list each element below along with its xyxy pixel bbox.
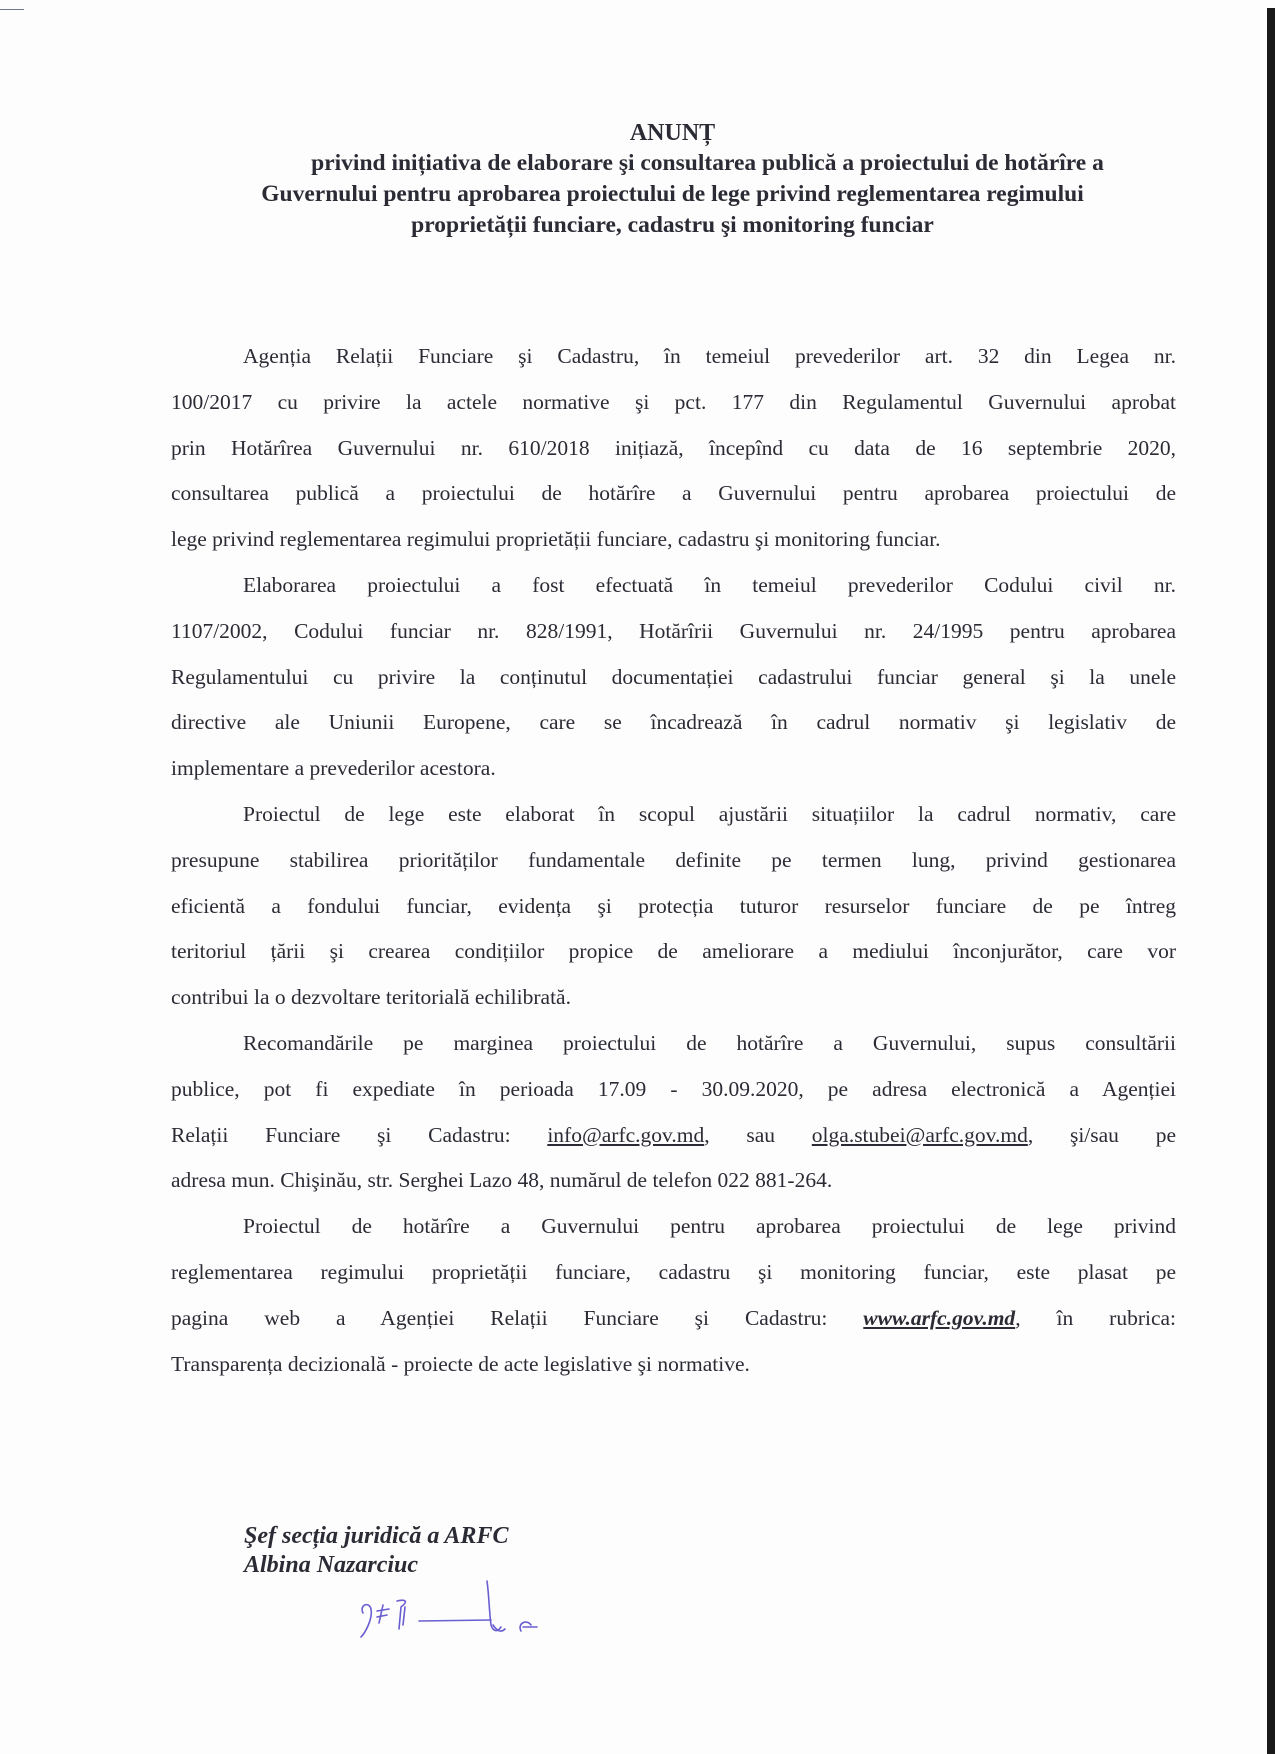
text-line: Regulamentului cu privire la conținutul documentației cadastrului funciar general şi la unele: [171, 664, 1176, 689]
text-fragment: , în rubrica:: [1015, 1305, 1177, 1330]
paragraph-purpose: [171, 792, 1176, 1021]
email-link-info[interactable]: info@arfc.gov.md: [547, 1122, 705, 1147]
text-line: presupune stabilirea priorităților fundamentale definite pe termen lung, privind gestionarea: [171, 847, 1176, 872]
text-line: publice, pot fi expediate în perioada 17.09 - 30.09.2020, pe adresa electronică a Agenției: [171, 1076, 1176, 1101]
website-link[interactable]: www.arfc.gov.md: [863, 1305, 1016, 1330]
scan-artifact-mark: [0, 9, 24, 10]
signature-block: [244, 1522, 508, 1580]
paragraph-recommendations: [171, 1021, 1176, 1204]
signatory-name: Albina Nazarciuc: [244, 1552, 419, 1578]
text-fragment: , şi/sau pe: [1027, 1122, 1176, 1147]
text-line: Agenția Relații Funciare şi Cadastru, în temeiul prevederilor art. 32 din Legea nr.: [243, 344, 1176, 368]
text-line: Recomandările pe marginea proiectului de hotărîre a Guvernului, supus consultării: [243, 1030, 1176, 1055]
paragraph-elaboration: [171, 563, 1176, 792]
scan-border: [1267, 8, 1275, 1754]
text-line: Proiectul de lege este elaborat în scopul ajustării situațiilor la cadrul normativ, care: [243, 801, 1176, 826]
text-line: consultarea publică a proiectului de hotărîre a Guvernului pentru aprobarea proiectului de: [171, 481, 1176, 506]
text-line: Elaborarea proiectului a fost efectuată în temeiul prevederilor Codului civil nr.: [243, 572, 1176, 597]
text-line: 1107/2002, Codului funciar nr. 828/1991, Hotărîrii Guvernului nr. 24/1995 pentru aprobarea: [171, 618, 1176, 643]
text-line: adresa mun. Chişinău, str. Serghei Lazo 48, numărul de telefon 022 881-264.: [171, 1168, 833, 1193]
text-fragment: Relații Funciare şi Cadastru:: [171, 1122, 548, 1147]
text-fragment: , sau: [704, 1122, 812, 1147]
announcement-subtitle-line: Guvernului pentru aprobarea proiectului de lege privind reglementarea regimului: [261, 181, 1084, 207]
announcement-title: ANUNȚ: [629, 120, 716, 146]
handwritten-signature: [355, 1575, 575, 1645]
text-line: teritoriul țării şi crearea condițiilor propice de ameliorare a mediului înconjurător, care vor: [171, 939, 1176, 964]
text-line: [171, 1296, 1176, 1342]
text-line: implementare a prevederilor acestora.: [171, 756, 496, 781]
text-line: Proiectul de hotărîre a Guvernului pentru aprobarea proiectului de lege privind: [243, 1214, 1176, 1239]
text-line: [171, 1113, 1176, 1159]
announcement-body: [171, 334, 1176, 1387]
signatory-position: Şef secția juridică a ARFC: [244, 1523, 509, 1549]
announcement-subtitle-line: privind inițiativa de elaborare şi consultarea publică a proiectului de hotărîre a: [311, 150, 1104, 176]
text-line: prin Hotărîrea Guvernului nr. 610/2018 inițiază, începînd cu data de 16 septembrie 2020,: [171, 435, 1176, 460]
text-line: Transparența decizională - proiecte de acte legislative şi normative.: [171, 1351, 750, 1376]
text-line: contribui la o dezvoltare teritorială echilibrată.: [171, 985, 571, 1010]
text-line: 100/2017 cu privire la actele normative şi pct. 177 din Regulamentul Guvernului aprobat: [171, 389, 1176, 414]
paragraph-legal-basis: [171, 334, 1176, 563]
email-link-olga-stubei[interactable]: olga.stubei@arfc.gov.md: [811, 1122, 1028, 1147]
text-line: lege privind reglementarea regimului proprietății funciare, cadastru şi monitoring funciar.: [171, 527, 941, 552]
text-line: directive ale Uniunii Europene, care se încadrează în cadrul normativ şi legislativ de: [171, 710, 1176, 735]
paragraph-publication: [171, 1204, 1176, 1387]
announcement-subtitle-line: proprietății funciare, cadastru şi monitoring funciar: [411, 212, 934, 238]
announcement-header: [170, 118, 1175, 241]
text-line: eficientă a fondului funciar, evidența şi protecția tuturor resurselor funciare de pe întreg: [171, 893, 1176, 918]
text-line: reglementarea regimului proprietății funciare, cadastru şi monitoring funciar, este plasat pe: [171, 1259, 1176, 1284]
text-fragment: pagina web a Agenției Relații Funciare şi Cadastru:: [171, 1305, 864, 1330]
